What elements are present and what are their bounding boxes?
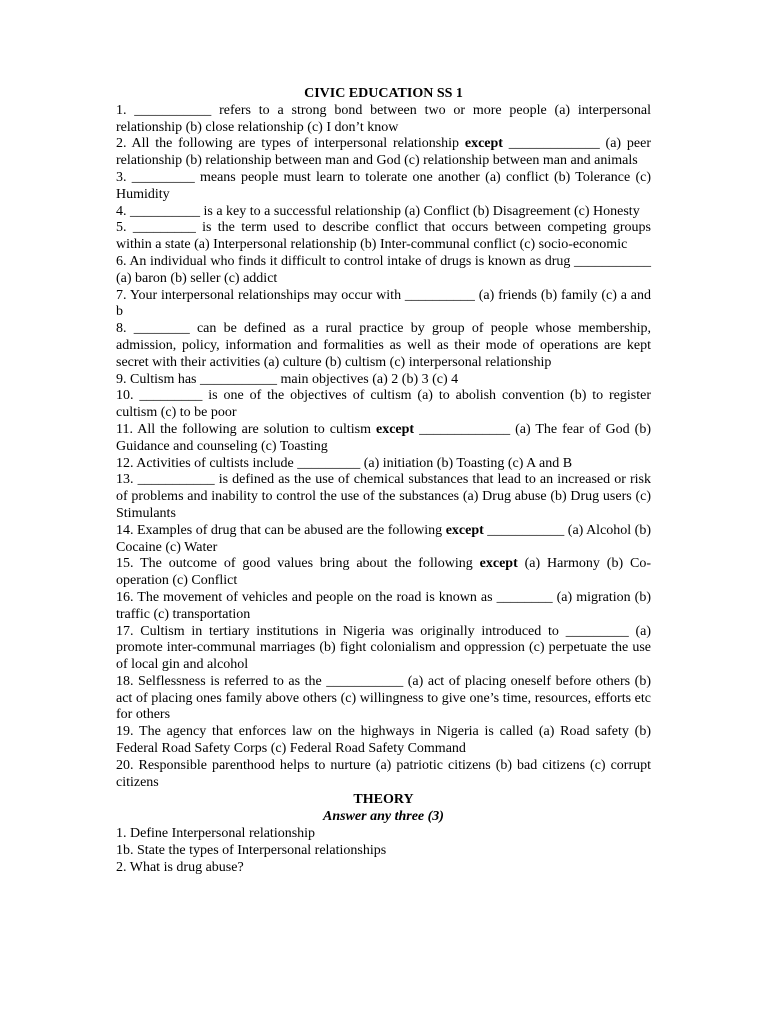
question-item [116, 372, 651, 389]
question-text: 14. Examples of drug that can be abused are the following [116, 522, 446, 538]
question-text-continued: _____________ (a) peer relationship (b) relationship between man and God (c) relationship between man and animals [116, 136, 651, 169]
objective-questions [116, 103, 651, 792]
question-text-continued: ___________ (a) Alcohol (b) Cocaine (c) Water [116, 522, 651, 555]
theory-item: 2. What is drug abuse? [116, 859, 244, 875]
theory-questions [116, 826, 651, 876]
question-text: 6. An individual who finds it difficult to control intake of drugs is known as drug ___________ (a) baron (b) seller (c) addict [116, 253, 651, 286]
question-text: 9. Cultism has ___________ main objectives (a) 2 (b) 3 (c) 4 [116, 371, 459, 387]
question-text: 19. The agency that enforces law on the highways in Nigeria is called (a) Road safety (b) Federal Road Safety Corps (c) Federal Road Safety Command [116, 724, 651, 757]
question-text: 3. _________ means people must learn to tolerate one another (a) conflict (b) Tolerance (c) Humidity [116, 169, 651, 202]
question-item [116, 556, 651, 590]
theory-item: 1b. State the types of Interpersonal relationships [116, 842, 387, 858]
question-item [116, 136, 651, 170]
question-item [116, 456, 651, 473]
question-text: 20. Responsible parenthood helps to nurture (a) patriotic citizens (b) bad citizens (c) corrupt citizens [116, 757, 651, 790]
question-item [116, 523, 651, 557]
question-text: 2. All the following are types of interpersonal relationship [116, 136, 465, 152]
question-emphasis: except [479, 556, 518, 572]
question-item [116, 758, 651, 792]
question-item [116, 220, 651, 254]
question-item [116, 724, 651, 758]
theory-item: 1. Define Interpersonal relationship [116, 826, 316, 842]
question-item [116, 624, 651, 674]
question-item [116, 170, 651, 204]
question-item [116, 321, 651, 371]
theory-instruction: Answer any three (3) [323, 809, 444, 825]
question-item [116, 472, 651, 522]
question-text: 12. Activities of cultists include _________ (a) initiation (b) Toasting (c) A and B [116, 455, 573, 471]
question-item [116, 674, 651, 724]
question-text: 11. All the following are solution to cultism [116, 421, 376, 437]
question-text: 18. Selflessness is referred to as the ___________ (a) act of placing oneself before others (b) act of placing ones family above others (c) willingness to give one’s time, resources, efforts etc for others [116, 673, 651, 723]
question-text: 10. _________ is one of the objectives of cultism (a) to abolish convention (b) to register cultism (c) to be poor [116, 388, 651, 421]
question-item [116, 204, 651, 221]
question-text: 7. Your interpersonal relationships may occur with __________ (a) friends (b) family (c) a and b [116, 287, 651, 320]
page-title: CIVIC EDUCATION SS 1 [304, 86, 463, 101]
theory-heading: THEORY [353, 792, 414, 808]
question-emphasis: except [464, 136, 503, 152]
question-text: 1. ___________ refers to a strong bond between two or more people (a) interpersonal relationship (b) close relationship (c) I don’t know [116, 102, 651, 135]
question-text: 15. The outcome of good values bring about the following [116, 556, 480, 572]
question-text: 16. The movement of vehicles and people on the road is known as ________ (a) migration (b) traffic (c) transportation [116, 589, 651, 622]
question-text: 13. ___________ is defined as the use of chemical substances that lead to an increased or risk of problems and inability to control the use of the substances (a) Drug abuse (b) Drug users (c) Stimulants [116, 472, 651, 521]
question-emphasis: except [445, 522, 484, 538]
question-item [116, 590, 651, 624]
question-text-continued: (a) Harmony (b) Co-operation (c) Conflict [116, 556, 651, 589]
question-item [116, 103, 651, 137]
question-item [116, 288, 651, 322]
question-text: 4. __________ is a key to a successful relationship (a) Conflict (b) Disagreement (c) Honesty [116, 203, 640, 219]
question-item [116, 422, 651, 456]
question-text: 17. Cultism in tertiary institutions in Nigeria was originally introduced to _________ (a) promote inter-communal marriages (b) fight colonialism and oppression (c) perpetuate the use of local gin and alcohol [116, 623, 651, 673]
question-text: 5. _________ is the term used to describe conflict that occurs between competing groups within a state (a) Interpersonal relationship (b) Inter-communal conflict (c) socio-economic [116, 220, 651, 253]
question-text: 8. ________ can be defined as a rural practice by group of people whose membership, admission, policy, information and formalities as well as their mode of operations are kept secret with their activities (a) culture (b) cultism (c) interpersonal relationship [116, 321, 651, 370]
question-item [116, 254, 651, 288]
exam-page [116, 86, 651, 876]
question-emphasis: except [375, 421, 415, 437]
question-item [116, 388, 651, 422]
question-text-continued: _____________ (a) The fear of God (b) Guidance and counseling (c) Toasting [116, 421, 651, 454]
